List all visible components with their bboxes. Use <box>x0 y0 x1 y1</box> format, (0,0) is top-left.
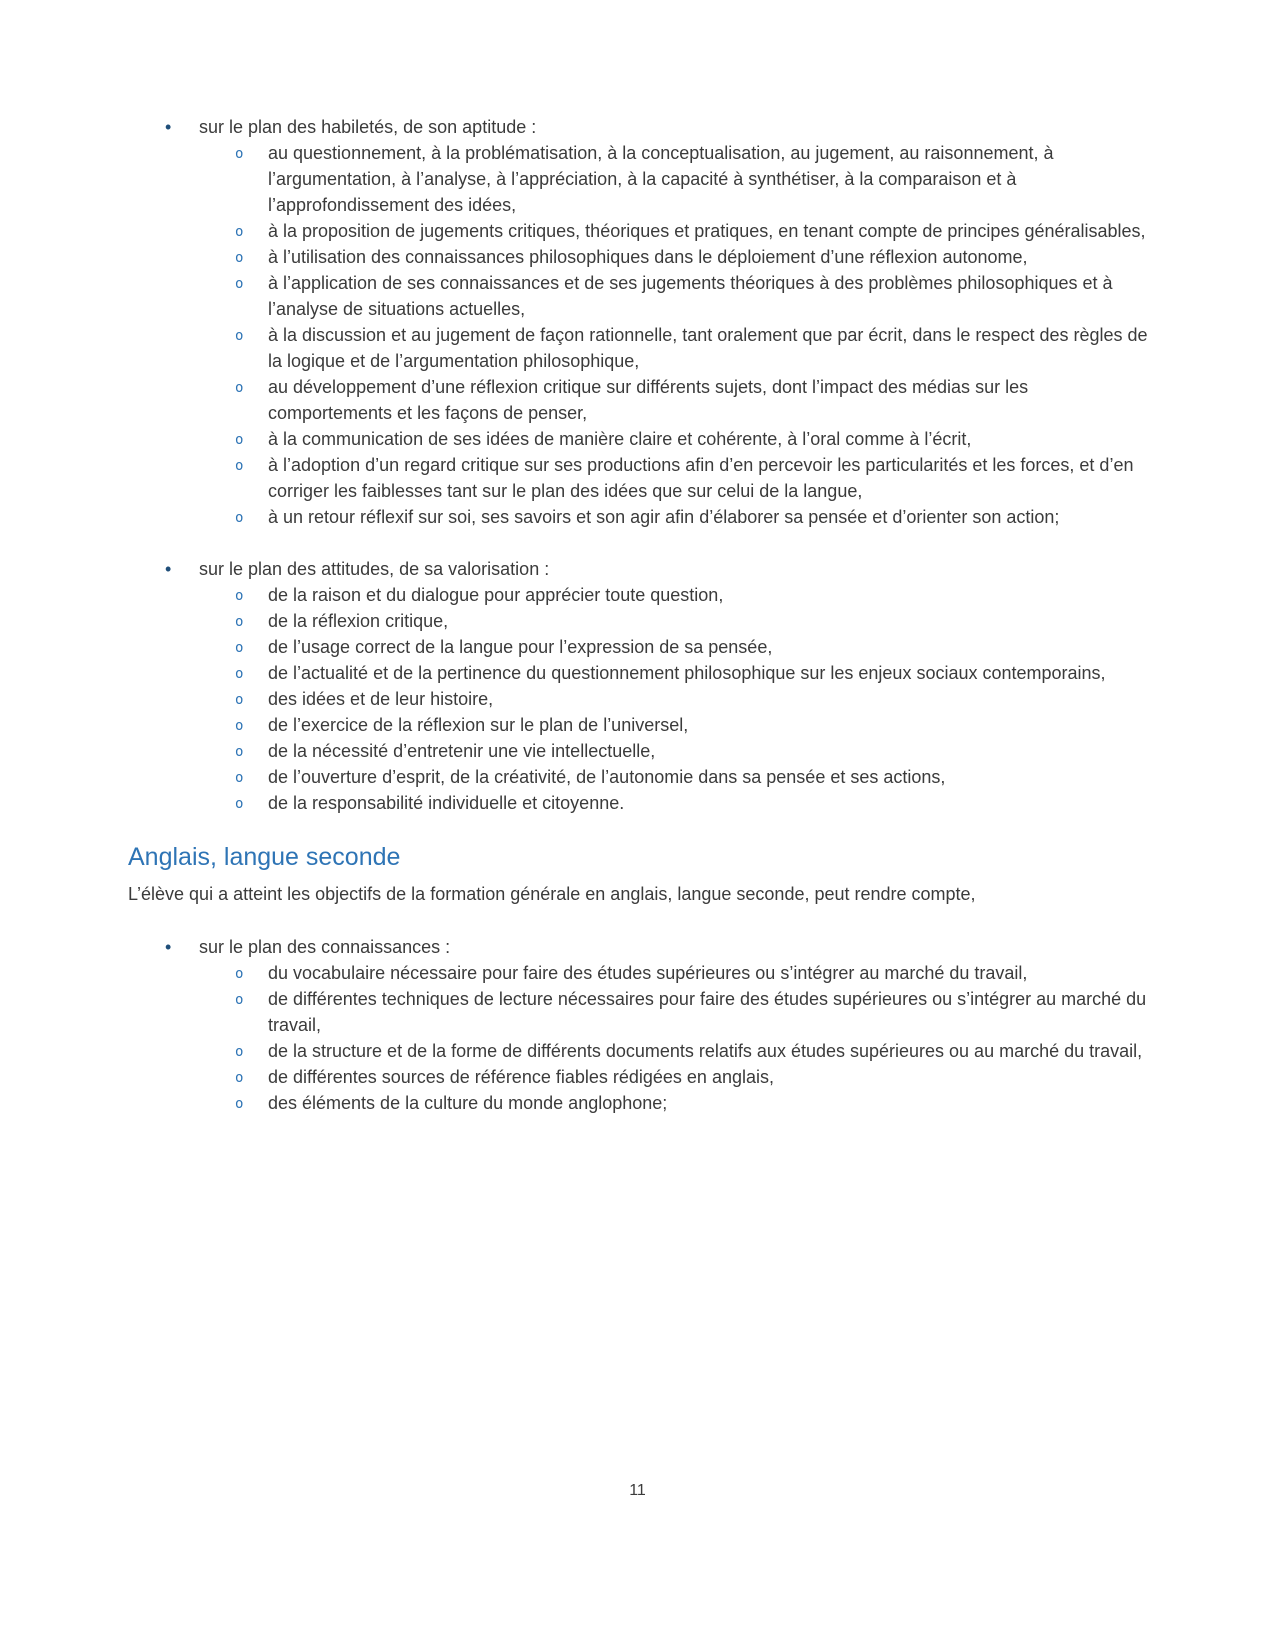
list-item-text: du vocabulaire nécessaire pour faire des études supérieures ou s’intégrer au marché du travail, <box>268 963 1028 983</box>
list-item-text: au questionnement, à la problématisation, à la conceptualisation, au jugement, au raisonnement, à l’argumentation, à l’analyse, à l’appréciation, à la capacité à synthétiser, à la comparaison et à l’approfondissement des idées, <box>268 143 1054 215</box>
list-item <box>128 426 1149 452</box>
list-item-text: à un retour réflexif sur soi, ses savoirs et son agir afin d’élaborer sa pensée et d’orienter son action; <box>268 507 1060 527</box>
list-item-level1 <box>128 934 1149 960</box>
list-item-text: de différentes techniques de lecture nécessaires pour faire des études supérieures ou s’intégrer au marché du travail, <box>268 989 1147 1035</box>
list-item <box>128 582 1149 608</box>
circle-bullet-icon: o <box>235 510 244 526</box>
list-item-text: à l’utilisation des connaissances philosophiques dans le déploiement d’une réflexion autonome, <box>268 247 1028 267</box>
list-item-text: de la nécessité d’entretenir une vie intellectuelle, <box>268 741 656 761</box>
list-item-text: des idées et de leur histoire, <box>268 689 494 709</box>
list-item <box>128 322 1149 374</box>
list-section-habiletes <box>128 114 1149 530</box>
circle-bullet-icon: o <box>235 992 244 1008</box>
circle-bullet-icon: o <box>235 1044 244 1060</box>
list-item <box>128 270 1149 322</box>
list-title-text: sur le plan des habiletés, de son aptitude : <box>199 117 537 137</box>
circle-bullet-icon: o <box>235 718 244 734</box>
list-item-text: de la structure et de la forme de différents documents relatifs aux études supérieures ou au marché du travail, <box>268 1041 1143 1061</box>
circle-bullet-icon: o <box>235 744 244 760</box>
list-item <box>128 374 1149 426</box>
circle-bullet-icon: o <box>235 146 244 162</box>
list-section-connaissances <box>128 934 1149 1116</box>
list-title-text: sur le plan des attitudes, de sa valorisation : <box>199 559 550 579</box>
list-item-text: de différentes sources de référence fiables rédigées en anglais, <box>268 1067 774 1087</box>
list-item <box>128 452 1149 504</box>
list-item-text: de la responsabilité individuelle et citoyenne. <box>268 793 625 813</box>
list-item <box>128 764 1149 790</box>
list-item <box>128 738 1149 764</box>
disc-bullet-icon: • <box>165 559 172 579</box>
circle-bullet-icon: o <box>235 1070 244 1086</box>
list-item <box>128 986 1149 1038</box>
list-item-level1 <box>128 556 1149 582</box>
circle-bullet-icon: o <box>235 458 244 474</box>
list-item <box>128 1038 1149 1064</box>
list-item <box>128 712 1149 738</box>
circle-bullet-icon: o <box>235 224 244 240</box>
list-item <box>128 1090 1149 1116</box>
page-number: 11 <box>629 1482 646 1499</box>
circle-bullet-icon: o <box>235 328 244 344</box>
list-item <box>128 140 1149 218</box>
list-item <box>128 660 1149 686</box>
list-item <box>128 1064 1149 1090</box>
circle-bullet-icon: o <box>235 588 244 604</box>
circle-bullet-icon: o <box>235 770 244 786</box>
list-item-level1 <box>128 114 1149 140</box>
list-item <box>128 790 1149 816</box>
list-item-text: de la raison et du dialogue pour apprécier toute question, <box>268 585 724 605</box>
section-heading: Anglais, langue seconde <box>128 843 401 871</box>
list-item-text: de l’actualité et de la pertinence du questionnement philosophique sur les enjeux sociaux contemporains, <box>268 663 1106 683</box>
list-item-text: de l’usage correct de la langue pour l’expression de sa pensée, <box>268 637 773 657</box>
list-item-text: de la réflexion critique, <box>268 611 449 631</box>
circle-bullet-icon: o <box>235 796 244 812</box>
list-section-attitudes <box>128 556 1149 816</box>
list-item <box>128 960 1149 986</box>
list-item <box>128 244 1149 270</box>
list-item-text: des éléments de la culture du monde anglophone; <box>268 1093 668 1113</box>
circle-bullet-icon: o <box>235 276 244 292</box>
circle-bullet-icon: o <box>235 614 244 630</box>
circle-bullet-icon: o <box>235 1096 244 1112</box>
list-item-text: à la communication de ses idées de manière claire et cohérente, à l’oral comme à l’écrit, <box>268 429 972 449</box>
list-item <box>128 218 1149 244</box>
circle-bullet-icon: o <box>235 666 244 682</box>
disc-bullet-icon: • <box>165 937 172 957</box>
list-title-text: sur le plan des connaissances : <box>199 937 451 957</box>
list-item-text: à la proposition de jugements critiques, théoriques et pratiques, en tenant compte de principes généralisables, <box>268 221 1146 241</box>
list-item-text: à l’adoption d’un regard critique sur ses productions afin d’en percevoir les particularités et les forces, et d’en corriger les faiblesses tant sur le plan des idées que sur celui de la langue, <box>268 455 1134 501</box>
list-item <box>128 634 1149 660</box>
list-item <box>128 608 1149 634</box>
disc-bullet-icon: • <box>165 117 172 137</box>
list-item-text: à l’application de ses connaissances et de ses jugements théoriques à des problèmes philosophiques et à l’analyse de situations actuelles, <box>268 273 1113 319</box>
list-item <box>128 686 1149 712</box>
circle-bullet-icon: o <box>235 692 244 708</box>
list-item <box>128 504 1149 530</box>
circle-bullet-icon: o <box>235 250 244 266</box>
list-item-text: de l’exercice de la réflexion sur le plan de l’universel, <box>268 715 689 735</box>
list-item-text: de l’ouverture d’esprit, de la créativité, de l’autonomie dans sa pensée et ses actions, <box>268 767 946 787</box>
circle-bullet-icon: o <box>235 640 244 656</box>
intro-paragraph: L’élève qui a atteint les objectifs de la formation générale en anglais, langue seconde, peut rendre compte, <box>128 884 976 904</box>
circle-bullet-icon: o <box>235 380 244 396</box>
circle-bullet-icon: o <box>235 966 244 982</box>
circle-bullet-icon: o <box>235 432 244 448</box>
list-item-text: au développement d’une réflexion critique sur différents sujets, dont l’impact des médias sur les comportements et les façons de penser, <box>268 377 1029 423</box>
list-item-text: à la discussion et au jugement de façon rationnelle, tant oralement que par écrit, dans le respect des règles de la logique et de l’argumentation philosophique, <box>268 325 1148 371</box>
